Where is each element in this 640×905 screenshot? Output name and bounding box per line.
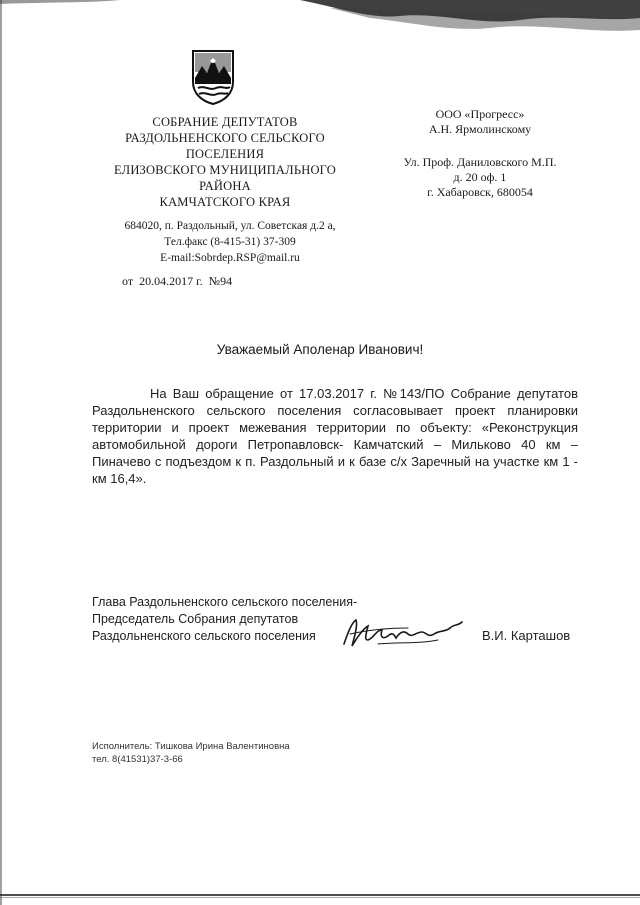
scan-edge-top <box>0 0 640 40</box>
recipient-building: д. 20 оф. 1 <box>453 170 507 184</box>
recipient-company: ООО «Прогресс» <box>435 107 525 121</box>
salutation: Уважаемый Аполенар Иванович! <box>216 342 424 357</box>
sender-phone: Тел.факс (8-415-31) 37-309 <box>164 236 296 248</box>
scan-edge-left <box>0 0 6 905</box>
sender-organization <box>100 114 350 210</box>
org-line: КАМЧАТСКОГО КРАЯ <box>159 195 291 209</box>
org-line: РАЙОНА <box>199 179 251 193</box>
handwritten-signature <box>338 614 468 652</box>
letter-number: №94 <box>208 274 233 288</box>
executor-info <box>92 740 290 766</box>
org-line: ПОСЕЛЕНИЯ <box>185 147 265 161</box>
signatory-title-line: Раздольненского сельского поселения <box>92 629 316 643</box>
recipient-street: Ул. Проф. Даниловского М.П. <box>403 155 557 169</box>
recipient-person: А.Н. Ярмолинскому <box>428 122 532 136</box>
signatory-title-line: Председатель Собрания депутатов <box>92 612 299 626</box>
letter-date-line <box>122 274 238 289</box>
sender-address: 684020, п. Раздольный, ул. Советская д.2 а, <box>124 220 336 232</box>
body-paragraph: На Ваш обращение от 17.03.2017 г. №143/ПО Собрание депутатов Раздольненского сельского поселения согласовывает проект планировки территории и проект межевания территории по объекту: «Реконструкция автомобильной дороги Петропавловск- Камчатский – Мильково 40 км – Пиначево с подъездом к п. Раздольный и к базе с/х Заречный на участке км 1 - км 16,4». <box>92 386 578 486</box>
executor-phone: тел. 8(41531)37-3-66 <box>92 754 183 765</box>
signatory-name: В.И. Карташов <box>482 628 571 643</box>
date-prefix: от <box>122 274 134 288</box>
executor-name: Исполнитель: Тишкова Ирина Валентиновна <box>92 741 290 752</box>
coat-of-arms-icon <box>190 48 236 106</box>
org-line: СОБРАНИЕ ДЕПУТАТОВ <box>152 115 298 129</box>
signatory-title-line: Глава Раздольненского сельского поселения- <box>92 595 358 609</box>
letter-date: 20.04.2017 г. <box>139 274 203 288</box>
scan-edge-bottom <box>0 888 640 905</box>
letter-body <box>92 385 578 487</box>
recipient-city: г. Хабаровск, 680054 <box>427 185 533 199</box>
org-line: РАЗДОЛЬНЕНСКОГО СЕЛЬСКОГО <box>125 131 325 145</box>
org-line: ЕЛИЗОВСКОГО МУНИЦИПАЛЬНОГО <box>113 163 337 177</box>
sender-contacts <box>110 218 350 266</box>
sender-email: E-mail:Sobrdep.RSP@mail.ru <box>160 252 300 264</box>
recipient-block <box>360 107 600 200</box>
signatory-title <box>92 594 357 645</box>
